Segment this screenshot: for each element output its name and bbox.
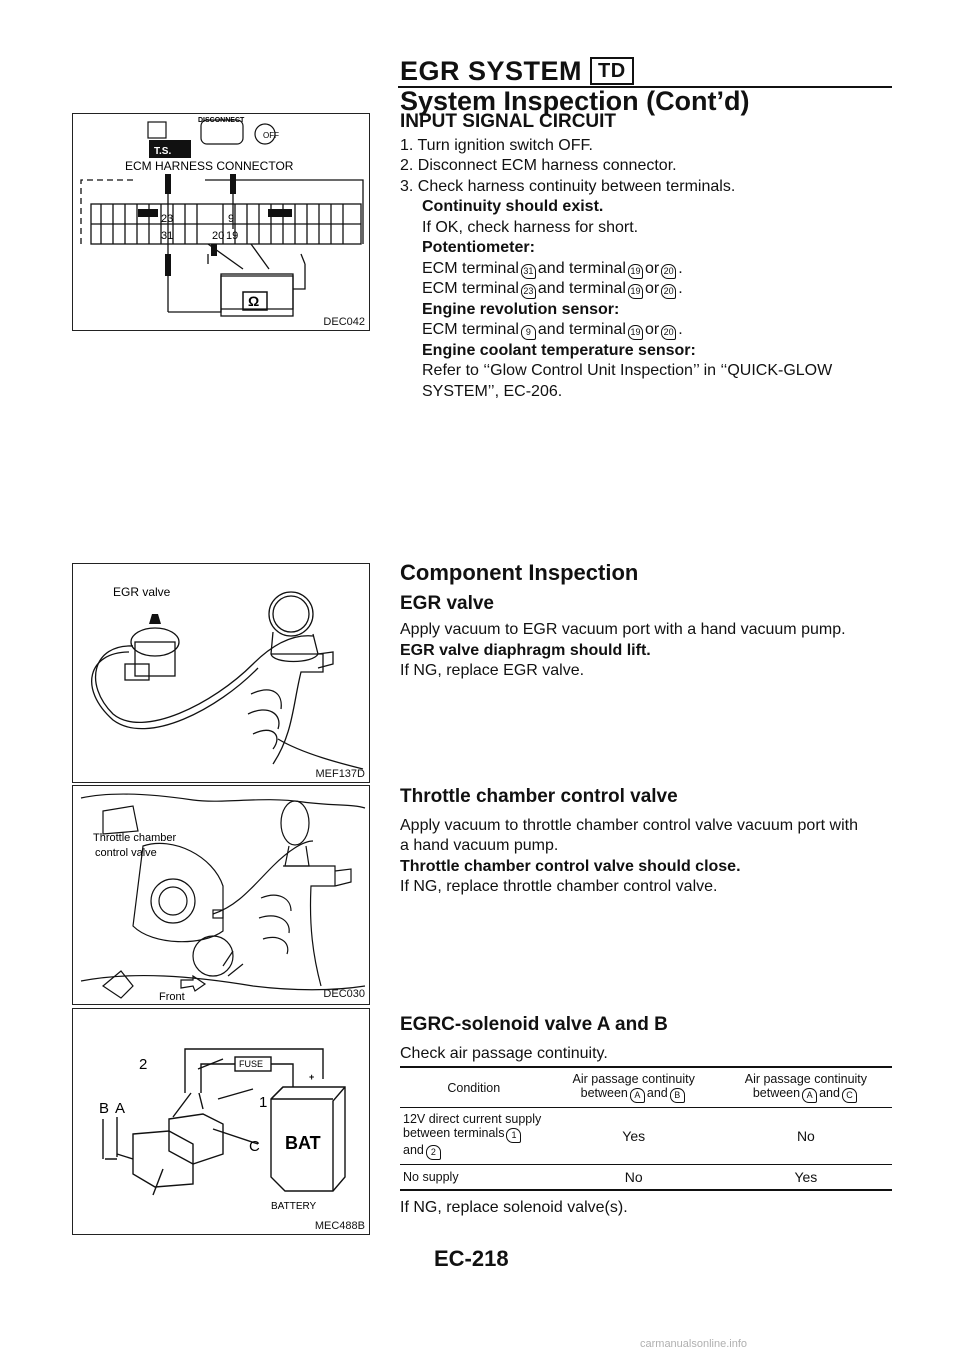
terminal-marker: 31 [521, 264, 536, 279]
front-label: Front [159, 991, 185, 1003]
disconnect-label: DISCONNECT [198, 117, 245, 124]
throttle-ng: If NG, replace throttle chamber control valve. [400, 878, 718, 895]
connector-label: ECM HARNESS CONNECTOR [125, 159, 294, 173]
continuity-table [400, 1066, 892, 1191]
figure-ecm-connector [72, 113, 370, 331]
fuse-label: FUSE [239, 1059, 264, 1069]
throttle-chamber-drawing [73, 786, 369, 1004]
page-number: EC-218 [434, 1246, 509, 1271]
callout-1: 1 [259, 1094, 268, 1111]
section-title [400, 56, 634, 87]
pin-19: 19 [226, 230, 239, 242]
throttle-heading: Throttle chamber control valve [400, 786, 678, 807]
ts-label: T.S. [154, 146, 172, 157]
terminal-marker: 20 [661, 284, 676, 299]
refer-line-1: Refer to ‘‘Glow Control Unit Inspection’’ in ‘‘QUICK-GLOW [422, 362, 833, 379]
header-ab: Air passage continuity between A and B [548, 1067, 720, 1108]
terminal-marker: 19 [628, 325, 643, 340]
continuity-note: Continuity should exist. [422, 198, 604, 215]
egr-valve-label: EGR valve [113, 585, 171, 599]
table-row [400, 1108, 892, 1165]
egr-heading: EGR valve [400, 592, 494, 614]
egr-ng: If NG, replace EGR valve. [400, 662, 585, 679]
solenoid-ng: If NG, replace solenoid valve(s). [400, 1199, 628, 1216]
callout-2: 2 [139, 1056, 148, 1073]
pin-20: 20 [212, 230, 225, 242]
engine-rev-row: ECM terminal 9 and terminal 19 or 20 . [422, 321, 683, 338]
step-3: 3. Check harness continuity between terminals. [400, 177, 736, 195]
egr-instruction: Apply vacuum to EGR vacuum port with a hand vacuum pump. [400, 621, 846, 638]
engine-coolant-label: Engine coolant temperature sensor: [422, 341, 696, 359]
solenoid-heading: EGRC-solenoid valve A and B [400, 1014, 668, 1035]
row2-ac: Yes [720, 1165, 892, 1191]
component-heading: Component Inspection [400, 560, 639, 585]
potentiometer-row-2: ECM terminal 23 and terminal 19 or 20 . [422, 280, 683, 297]
throttle-expected: Throttle chamber control valve should close. [400, 857, 741, 875]
callout-c: C [249, 1138, 260, 1155]
ecm-connector-drawing [73, 114, 369, 330]
callout-a: A [115, 1100, 126, 1117]
bat-label: BAT [285, 1133, 321, 1153]
svg-text:+: + [309, 1072, 315, 1082]
battery-label: BATTERY [271, 1201, 317, 1212]
terminal-marker: 19 [628, 264, 643, 279]
egr-expected: EGR valve diaphragm should lift. [400, 641, 651, 659]
terminal-marker: 9 [521, 325, 536, 340]
header-condition: Condition [400, 1067, 548, 1108]
terminal-marker: 20 [661, 325, 676, 340]
potentiometer-row-1: ECM terminal 31 and terminal 19 or 20 . [422, 259, 683, 277]
row1-condition: 12V direct current supply between terminals 1 and 2 [400, 1108, 548, 1165]
step-1: 1. Turn ignition switch OFF. [400, 136, 593, 154]
solenoid-valve-drawing [73, 1009, 369, 1234]
row2-ab: No [548, 1165, 720, 1191]
section-title-text: EGR SYSTEM [400, 56, 583, 86]
potentiometer-label: Potentiometer: [422, 239, 535, 256]
terminal-marker: 19 [628, 284, 643, 299]
pin-31: 31 [161, 230, 174, 242]
solenoid-section [400, 1015, 900, 1064]
figure-code: MEF137D [315, 768, 365, 780]
header-ac: Air passage continuity between A and C [720, 1067, 892, 1108]
engine-badge: TD [590, 57, 634, 85]
pin-9: 9 [228, 213, 235, 225]
row1-ac: No [720, 1108, 892, 1165]
page-subtitle: System Inspection (Cont’d) [400, 86, 750, 116]
terminal-marker: 23 [521, 284, 536, 299]
input-signal-section [400, 112, 900, 402]
table-header-row [400, 1067, 892, 1108]
figure-throttle-chamber [72, 785, 370, 1005]
table-row [400, 1165, 892, 1191]
refer-line-2: SYSTEM’’, EC-206. [422, 382, 563, 400]
figure-egr-valve [72, 563, 370, 783]
pin-23: 23 [161, 213, 174, 225]
figure-solenoid-valve [72, 1008, 370, 1235]
row1-ab: Yes [548, 1108, 720, 1165]
row2-condition: No supply [400, 1165, 548, 1191]
figure-code: DEC030 [323, 988, 365, 1000]
throttle-label-1: Throttle chamber [93, 832, 177, 844]
egr-valve-drawing [73, 564, 369, 782]
throttle-label-2: control valve [95, 847, 157, 859]
component-section [400, 560, 900, 682]
svg-text:Ω: Ω [248, 293, 260, 309]
figure-code: MEC488B [314, 1220, 365, 1232]
throttle-instruction-1: Apply vacuum to throttle chamber control valve vacuum port with [400, 816, 858, 834]
solenoid-instruction: Check air passage continuity. [400, 1044, 608, 1062]
figure-code: DEC042 [323, 316, 365, 328]
callout-b: B [99, 1100, 110, 1117]
throttle-section [400, 787, 900, 898]
input-signal-heading: INPUT SIGNAL CIRCUIT [400, 111, 617, 132]
engine-rev-label: Engine revolution sensor: [422, 300, 620, 318]
throttle-instruction-2: a hand vacuum pump. [400, 837, 559, 854]
watermark: carmanualsonline.info [640, 1338, 748, 1350]
off-label: OFF [263, 131, 279, 140]
terminal-marker: 20 [661, 264, 676, 279]
if-ok-note: If OK, check harness for short. [422, 218, 639, 236]
step-2: 2. Disconnect ECM harness connector. [400, 157, 677, 174]
